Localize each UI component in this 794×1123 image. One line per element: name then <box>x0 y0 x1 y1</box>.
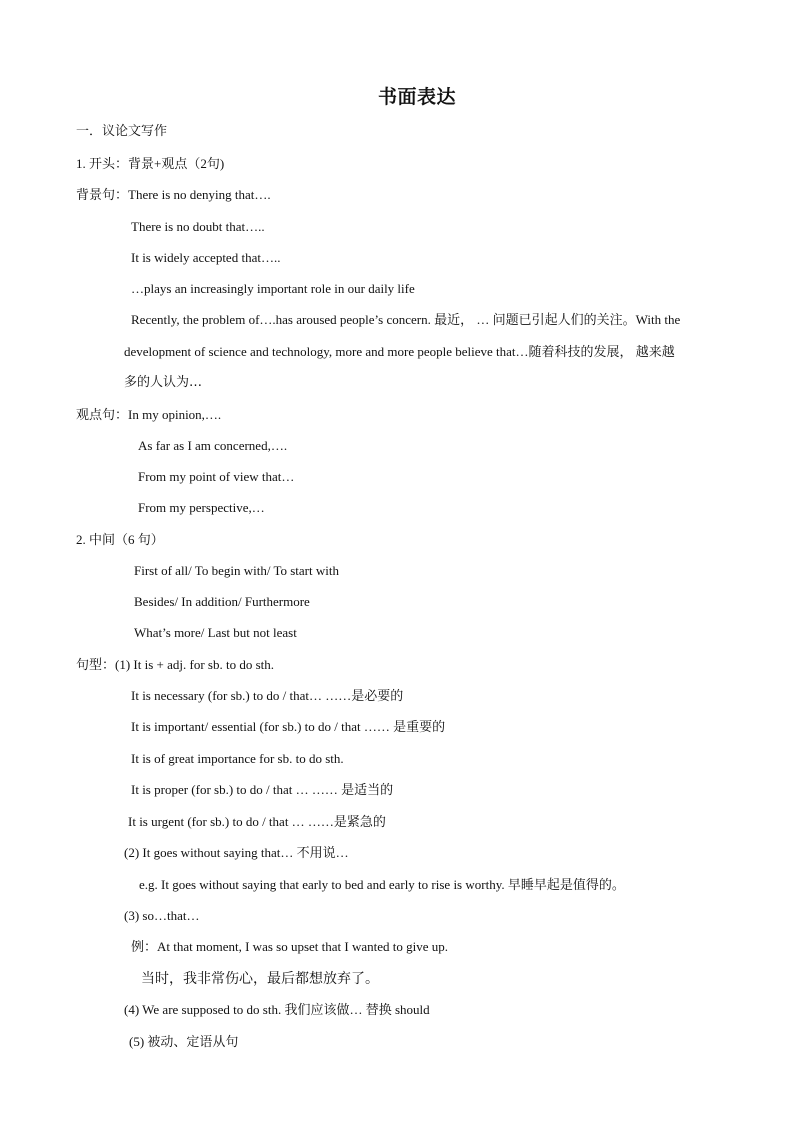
opinion-line: In my opinion,…. <box>128 407 222 422</box>
transition-line: Besides/ In addition/ Furthermore <box>134 594 310 609</box>
part2-heading: 2. 中间（6 句） <box>76 532 164 547</box>
transition-line: What’s more/ Last but not least <box>134 625 297 640</box>
background-line: It is widely accepted that….. <box>131 250 281 265</box>
opinion-sentence-row <box>76 406 221 425</box>
section-heading: 一．议论文写作 <box>76 124 168 139</box>
pattern-label: 句型： <box>76 658 116 673</box>
pattern-line: e.g. It goes without saying that early to bed and early to rise is worthy. 早睡早起是值得的。 <box>139 877 625 892</box>
background-line: Recently, the problem of….has aroused people’s concern. 最近， … 问题已引起人们的关注。With the <box>131 312 681 327</box>
pattern-line: It is urgent (for sb.) to do / that … ……是紧急的 <box>128 814 386 829</box>
part1-heading: 1. 开头：背景+观点（2句) <box>76 156 225 171</box>
pattern-row <box>76 656 274 675</box>
page-title: 书面表达 <box>377 86 456 108</box>
background-line: There is no denying that…. <box>128 187 271 202</box>
background-line: 多的人认为… <box>124 375 203 390</box>
opinion-line: As far as I am concerned,…. <box>138 438 288 453</box>
pattern-line: It is important/ essential (for sb.) to do / that …… 是重要的 <box>131 719 446 734</box>
opinion-label: 观点句： <box>76 408 129 423</box>
background-label: 背景句： <box>76 188 129 203</box>
pattern-line: (4) We are supposed to do sth. 我们应该做… 替换 should <box>124 1002 430 1017</box>
background-sentence-row <box>76 186 271 205</box>
pattern-line: 例：At that moment, I was so upset that I wanted to give up. <box>131 939 449 954</box>
background-line: There is no doubt that….. <box>131 219 265 234</box>
pattern-line: (2) It goes without saying that… 不用说… <box>124 845 349 860</box>
pattern-line: (1) It is + adj. for sb. to do sth. <box>115 657 274 672</box>
pattern-line: It is of great importance for sb. to do sth. <box>131 751 344 766</box>
pattern-line: It is necessary (for sb.) to do / that… ……是必要的 <box>131 688 404 703</box>
pattern-line: It is proper (for sb.) to do / that … …… 是适当的 <box>131 782 394 797</box>
pattern-line: (5) 被动、定语从句 <box>129 1034 239 1049</box>
background-line: development of science and technology, more and more people believe that…随着科技的发展， 越来越 <box>124 344 675 359</box>
transition-line: First of all/ To begin with/ To start with <box>134 563 339 578</box>
opinion-line: From my perspective,… <box>138 500 265 515</box>
opinion-line: From my point of view that… <box>138 469 295 484</box>
pattern-line: 当时，我非常伤心，最后都想放弃了。 <box>141 971 379 987</box>
pattern-line: (3) so…that… <box>124 908 200 923</box>
background-line: …plays an increasingly important role in our daily life <box>131 281 415 296</box>
